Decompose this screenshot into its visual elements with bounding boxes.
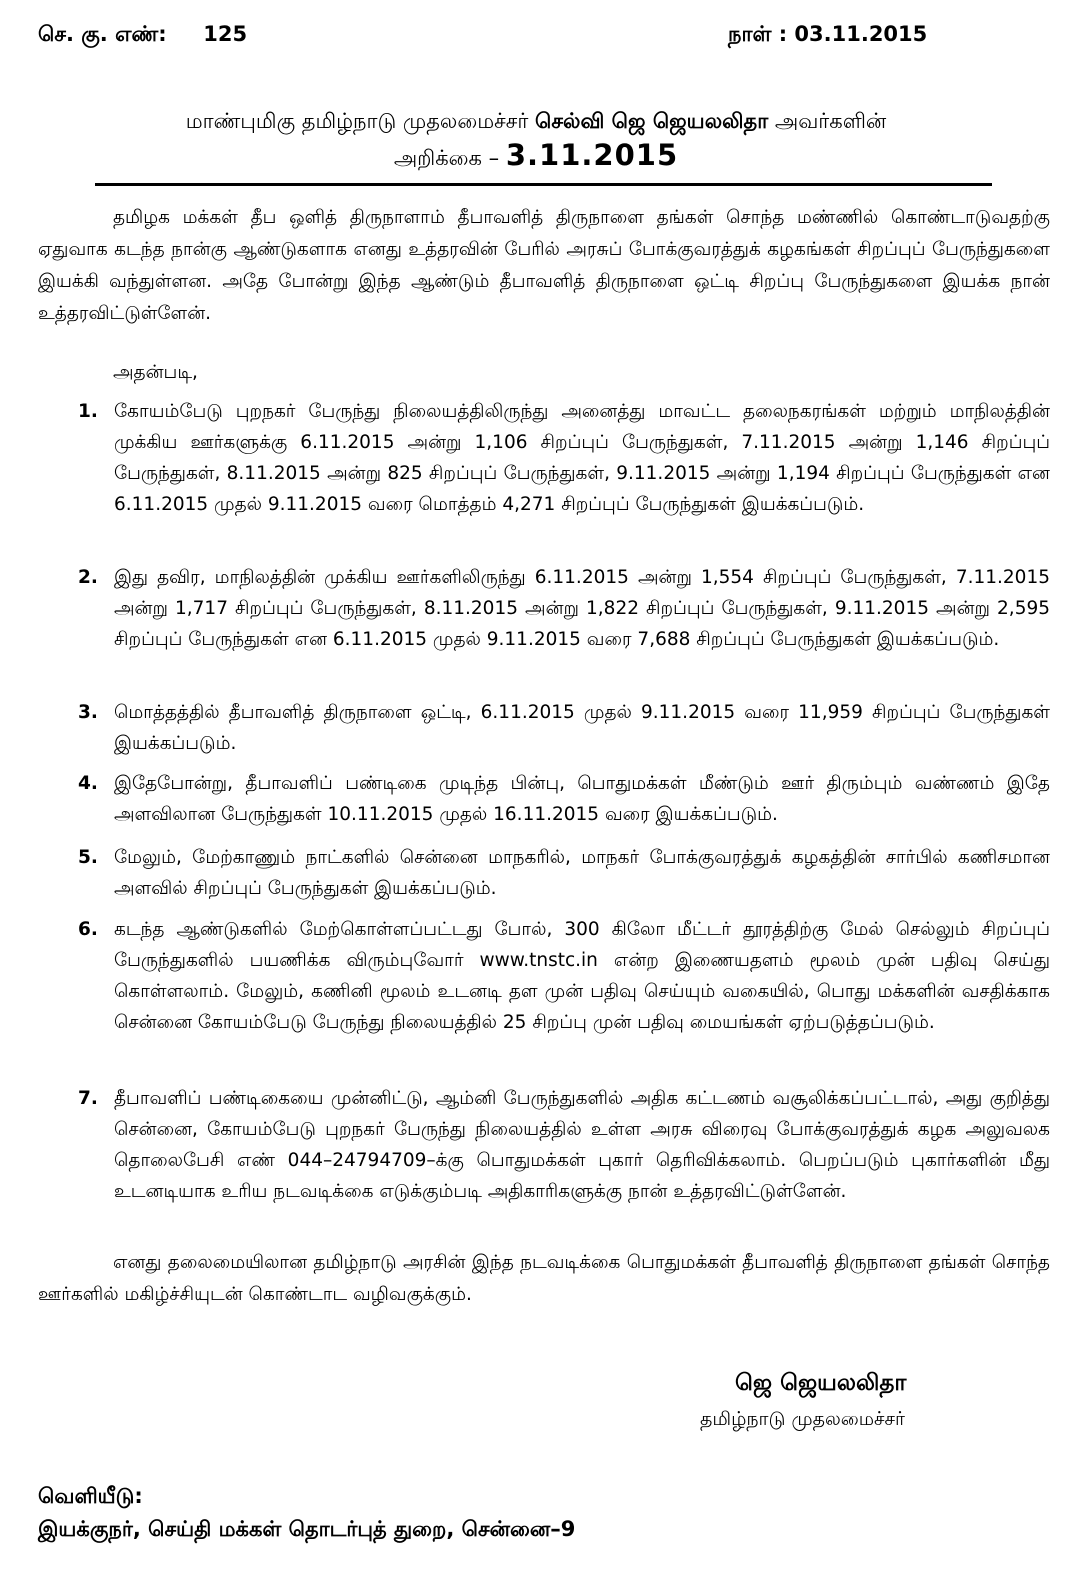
item-text: இதேபோன்று, தீபாவளிப் பண்டிகை முடிந்த பின்பு, பொதுமக்கள் மீண்டும் ஊர் திரும்பும் வண்ணம் இதே அளவிலான பேருந்துகள் 10.11.2015 முதல் 16.11.2015 வரை இயக்கப்படும். — [114, 773, 1050, 825]
item-number: 2. — [78, 567, 98, 588]
statement-label: அறிக்கை – — [393, 146, 500, 170]
signature-name: ஜெ ஜெயலலிதா — [735, 1370, 907, 1396]
item-number: 1. — [78, 401, 98, 422]
list-item — [38, 914, 1050, 1038]
document-header — [38, 22, 1034, 52]
item-text: மொத்தத்தில் தீபாவளித் திருநாளை ஒட்டி, 6.11.2015 முதல் 9.11.2015 வரை 11,959 சிறப்புப் பேருந்துகள் இயக்கப்படும். — [114, 702, 1050, 754]
item-text: கோயம்பேடு புறநகர் பேருந்து நிலையத்திலிருந்து அனைத்து மாவட்ட தலைநகரங்கள் மற்றும் மாநிலத்தின் முக்கிய ஊர்களுக்கு 6.11.2015 அன்று 1,106 சிறப்புப் பேருந்துகள், 7.11.2015 அன்று 1,146 சிறப்புப் பேருந்துகள், 8.11.2015 அன்று 825 சிறப்புப் பேருந்துகள், 9.11.2015 அன்று 1,194 சிறப்புப் பேருந்துகள் என 6.11.2015 முதல் 9.11.2015 வரை மொத்தம் 4,271 சிறப்புப் பேருந்துகள் இயக்கப்படும். — [114, 401, 1050, 515]
reference-number — [38, 22, 247, 49]
statement-date: 3.11.2015 — [505, 138, 679, 172]
title-divider — [95, 183, 992, 186]
closing-paragraph — [38, 1247, 1050, 1311]
list-item — [38, 562, 1050, 655]
reference-label: செ. கு. எண்: — [38, 22, 167, 46]
title-line-1 — [60, 104, 1012, 138]
intro-text: தமிழக மக்கள் தீப ஒளித் திருநாளாம் தீபாவளித் திருநாளை தங்கள் சொந்த மண்ணில் கொண்டாடுவதற்கு ஏதுவாக கடந்த நான்கு ஆண்டுகளாக எனது உத்தரவின் பேரில் அரசுப் போக்குவரத்துக் கழகங்கள் சிறப்புப் பேருந்துகளை இயக்கி வந்துள்ளன. அதே போன்று இந்த ஆண்டும் தீபாவளித் திருநாளை ஒட்டி சிறப்பு பேருந்துகளை இயக்க நான் உத்தரவிட்டுள்ளேன். — [38, 207, 1050, 324]
item-number: 4. — [78, 773, 98, 794]
release-issuer: இயக்குநர், செய்தி மக்கள் தொடர்புத் துறை, சென்னை–9 — [38, 1517, 576, 1541]
accordingly-label: அதன்படி, — [113, 362, 198, 383]
date-label: நாள் : — [728, 22, 788, 46]
chief-minister-name: செல்வி ஜெ ஜெயலலிதா — [535, 109, 769, 133]
reference-value: 125 — [203, 22, 248, 46]
title-prefix: மாண்புமிகு தமிழ்நாடு முதலமைச்சர் — [185, 109, 529, 133]
item-text: கடந்த ஆண்டுகளில் மேற்கொள்ளப்பட்டது போல், 300 கிலோ மீட்டர் தூரத்திற்கு மேல் செல்லும் சிறப்புப் பேருந்துகளில் பயணிக்க விரும்புவோர் www.tnstc.in என்ற இணையதளம் மூலம் முன் பதிவு செய்து கொள்ளலாம். மேலும், கணினி மூலம் உடனடி தள முன் பதிவு செய்யும் வகையில், பொது மக்களின் வசதிக்காக சென்னை கோயம்பேடு பேருந்து நிலையத்தில் 25 சிறப்பு முன் பதிவு மையங்கள் ஏற்படுத்தப்படும். — [114, 919, 1050, 1033]
item-number: 6. — [78, 919, 98, 940]
item-number: 7. — [78, 1088, 98, 1109]
list-item — [38, 697, 1050, 759]
item-text: தீபாவளிப் பண்டிகையை முன்னிட்டு, ஆம்னி பேருந்துகளில் அதிக கட்டணம் வசூலிக்கப்பட்டால், அது குறித்து சென்னை, கோயம்பேடு புறநகர் பேருந்து நிலையத்தில் உள்ள அரசு விரைவு போக்குவரத்துக் கழக அலுவலக தொலைபேசி எண் 044–24794709–க்கு பொதுமக்கள் புகார் தெரிவிக்கலாம். பெறப்படும் புகார்களின் மீது உடனடியாக உரிய நடவடிக்கை எடுக்கும்படி அதிகாரிகளுக்கு நான் உத்தரவிட்டுள்ளேன். — [114, 1088, 1050, 1202]
list-item — [38, 842, 1050, 904]
title-suffix: அவர்களின் — [774, 109, 887, 133]
list-item — [38, 768, 1050, 830]
item-text: மேலும், மேற்காணும் நாட்களில் சென்னை மாநகரில், மாநகர் போக்குவரத்துக் கழகத்தின் சார்பில் கணிசமான அளவில் சிறப்புப் பேருந்துகள் இயக்கப்படும். — [114, 847, 1050, 899]
title-line-2 — [60, 138, 1012, 175]
list-item — [38, 1083, 1050, 1207]
item-number: 3. — [78, 702, 98, 723]
closing-text: எனது தலைமையிலான தமிழ்நாடு அரசின் இந்த நடவடிக்கை பொதுமக்கள் தீபாவளித் திருநாளை தங்கள் சொந்த ஊர்களில் மகிழ்ச்சியுடன் கொண்டாட வழிவகுக்கும். — [38, 1252, 1050, 1305]
item-number: 5. — [78, 847, 98, 868]
statement-title — [60, 104, 1012, 175]
release-label: வெளியீடு: — [38, 1484, 143, 1508]
item-text: இது தவிர, மாநிலத்தின் முக்கிய ஊர்களிலிருந்து 6.11.2015 அன்று 1,554 சிறப்புப் பேருந்துகள், 7.11.2015 அன்று 1,717 சிறப்புப் பேருந்துகள், 8.11.2015 அன்று 1,822 சிறப்புப் பேருந்துகள், 9.11.2015 அன்று 2,595 சிறப்புப் பேருந்துகள் என 6.11.2015 முதல் 9.11.2015 வரை 7,688 சிறப்புப் பேருந்துகள் இயக்கப்படும். — [114, 567, 1050, 650]
list-item — [38, 396, 1050, 520]
date-value: 03.11.2015 — [794, 22, 928, 46]
intro-paragraph — [38, 202, 1050, 330]
issue-date — [728, 22, 927, 49]
signature-designation: தமிழ்நாடு முதலமைச்சர் — [700, 1408, 905, 1430]
